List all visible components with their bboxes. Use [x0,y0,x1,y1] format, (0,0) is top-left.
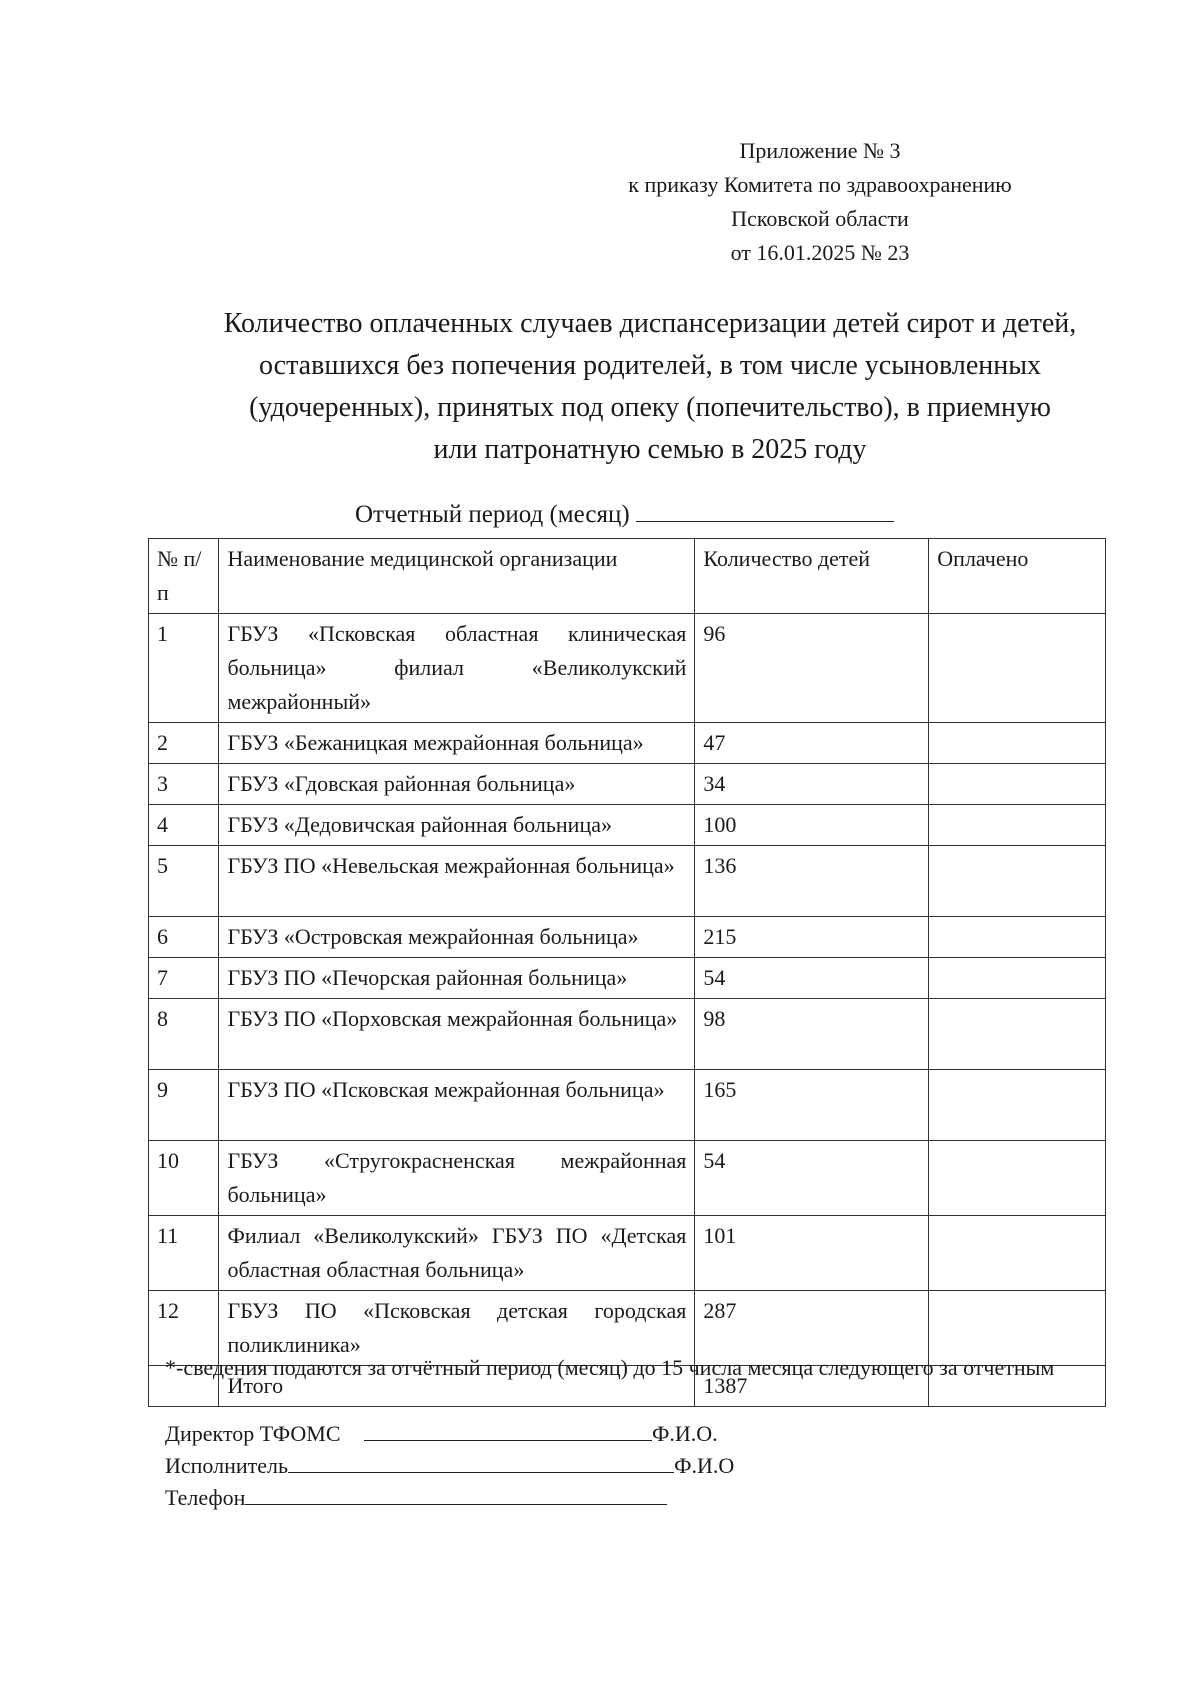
table-row [149,1216,1106,1291]
table-row [149,805,1106,846]
table-row [149,614,1106,723]
title-line-3: (удочеренных), принятых под опеку (попечительство), в приемную [249,392,1051,423]
annex-number: Приложение № 3 [739,138,901,163]
title-line-4: или патронатную семью в 2025 году [433,434,867,465]
table-row [149,999,1106,1070]
table-row [149,917,1106,958]
row-number: 3 [149,764,219,805]
row-organization: ГБУЗ «Гдовская районная больница» [219,764,695,805]
row-paid [929,1141,1106,1216]
row-number: 1 [149,614,219,723]
row-children-count: 47 [695,723,929,764]
table-row [149,723,1106,764]
row-paid [929,614,1106,723]
director-fio: Ф.И.О. [652,1421,718,1446]
row-children-count: 287 [695,1291,929,1366]
header-org: Наименование медицинской организации [219,539,695,614]
reporting-period-label: Отчетный период (месяц) [355,501,630,528]
row-organization: ГБУЗ ПО «Порховская межрайонная больница» [219,999,695,1070]
row-children-count: 101 [695,1216,929,1291]
director-label: Директор ТФОМС [165,1421,341,1446]
row-organization: ГБУЗ ПО «Псковская детская городская поликлиника» [219,1291,695,1366]
annex-header [560,134,1080,270]
row-children-count: 96 [695,614,929,723]
table-row [149,958,1106,999]
row-number: 8 [149,999,219,1070]
row-number: 5 [149,846,219,917]
annex-order-ref: к приказу Комитета по здравоохранению [628,172,1012,197]
header-paid: Оплачено [929,539,1106,614]
director-signature-line [364,1418,652,1441]
reporting-period-blank [636,497,894,522]
row-number: 12 [149,1291,219,1366]
row-organization: ГБУЗ «Дедовичская районная больница» [219,805,695,846]
row-number: 9 [149,1070,219,1141]
row-paid [929,764,1106,805]
row-organization: ГБУЗ ПО «Печорская районная больница» [219,958,695,999]
header-num: № п/п [149,539,219,614]
row-paid [929,1216,1106,1291]
header-children: Количество детей [695,539,929,614]
row-paid [929,958,1106,999]
table-header-row [149,539,1106,614]
executor-signature-line [288,1450,674,1473]
row-organization: Итого [219,1366,695,1407]
row-organization: ГБУЗ «Стругокрасненская межрайонная больница» [219,1141,695,1216]
row-paid [929,805,1106,846]
executor-fio: Ф.И.О [674,1453,735,1478]
row-paid [929,846,1106,917]
row-children-count: 54 [695,958,929,999]
footnote: *-сведения подаются за отчётный период (месяц) до 15 числа месяца следующего за отчетным [165,1355,1055,1380]
row-number: 2 [149,723,219,764]
reporting-period [355,497,894,530]
row-paid [929,723,1106,764]
executor-label: Исполнитель [165,1453,289,1478]
row-organization: ГБУЗ «Островская межрайонная больница» [219,917,695,958]
row-paid [929,917,1106,958]
director-signature [165,1418,718,1450]
row-children-count: 215 [695,917,929,958]
row-children-count: 1387 [695,1366,929,1407]
row-children-count: 54 [695,1141,929,1216]
table-row [149,764,1106,805]
row-number: 6 [149,917,219,958]
row-number: 11 [149,1216,219,1291]
annex-region: Псковской области [731,206,909,231]
annex-date: от 16.01.2025 № 23 [730,240,910,265]
phone-row [165,1482,667,1514]
row-organization: ГБУЗ ПО «Невельская межрайонная больница» [219,846,695,917]
row-children-count: 165 [695,1070,929,1141]
row-children-count: 34 [695,764,929,805]
table-row [149,1070,1106,1141]
title-line-1: Количество оплаченных случаев диспансеризации детей сирот и детей, [223,308,1077,339]
table-row [149,846,1106,917]
row-paid [929,999,1106,1070]
row-children-count: 136 [695,846,929,917]
row-children-count: 98 [695,999,929,1070]
row-children-count: 100 [695,805,929,846]
row-organization: ГБУЗ ПО «Псковская межрайонная больница» [219,1070,695,1141]
row-number: 4 [149,805,219,846]
row-organization: ГБУЗ «Бежаницкая межрайонная больница» [219,723,695,764]
row-number: 7 [149,958,219,999]
children-table [148,538,1106,1407]
title-line-2: оставшихся без попечения родителей, в том числе усыновленных [258,350,1042,381]
phone-label: Телефон [165,1485,246,1510]
row-organization: Филиал «Великолукский» ГБУЗ ПО «Детская областная областная больница» [219,1216,695,1291]
row-paid [929,1070,1106,1141]
phone-line [245,1482,667,1505]
document-title [150,303,1150,471]
row-number: 10 [149,1141,219,1216]
row-organization: ГБУЗ «Псковская областная клиническая больница» филиал «Великолукский межрайонный» [219,614,695,723]
table-row [149,1141,1106,1216]
executor-signature [165,1450,734,1482]
